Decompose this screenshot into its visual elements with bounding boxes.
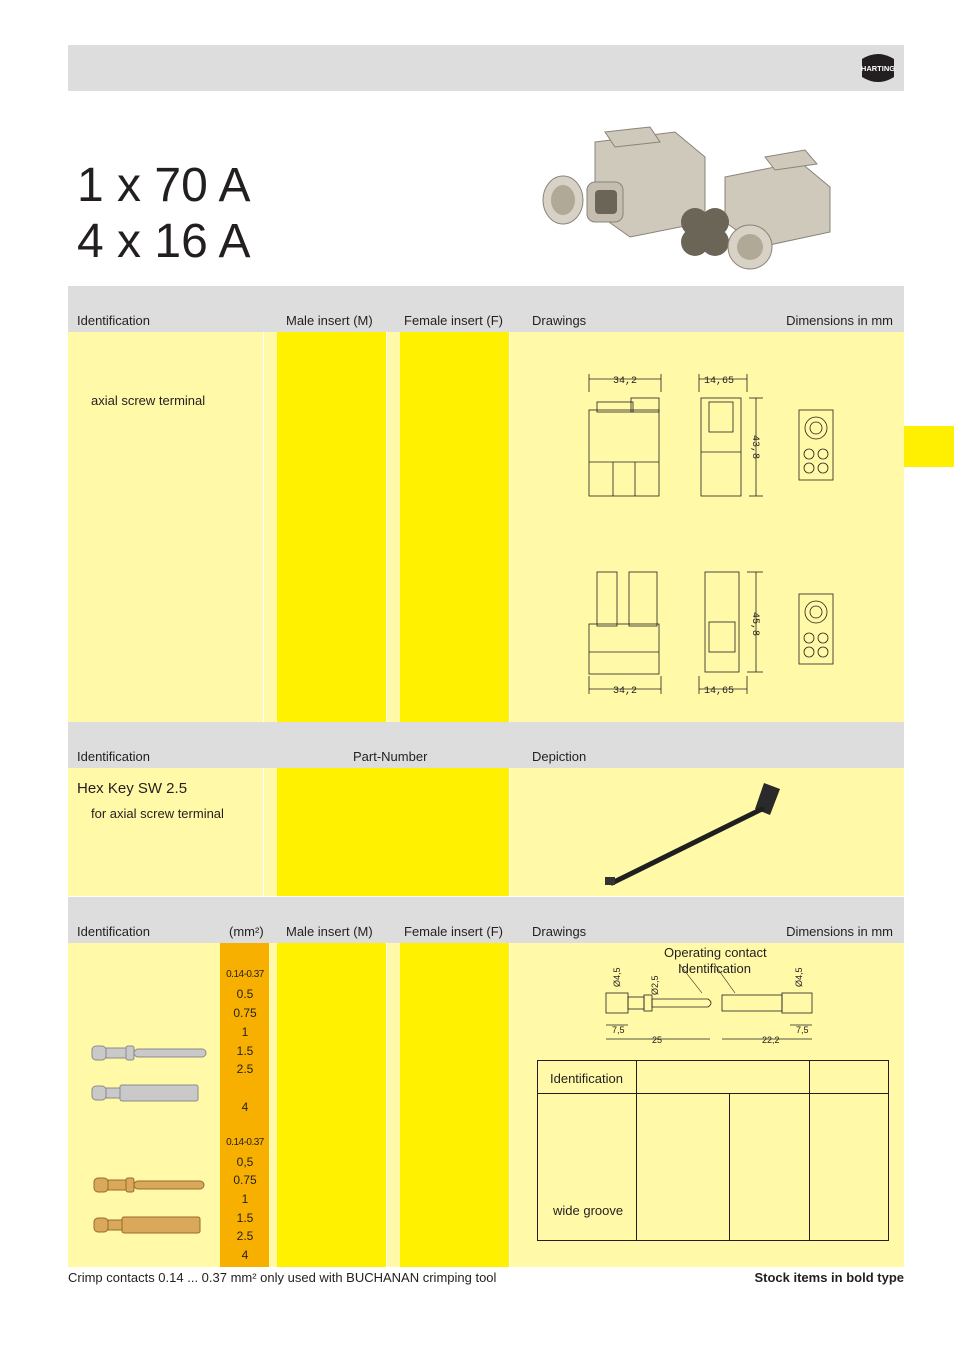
row-label-axial: axial screw terminal (91, 393, 206, 408)
table-divider (636, 1061, 637, 1240)
table-header-identification: Identification (550, 1071, 623, 1086)
contact-drawing (590, 965, 840, 1045)
col-unit-header: (mm²) (229, 924, 264, 939)
footer-note: Crimp contacts 0.14 ... 0.37 mm² only used with BUCHANAN crimping tool (68, 1270, 497, 1285)
cross-section-value: 1 (241, 1025, 249, 1039)
operating-contact-label: Operating contact (664, 945, 767, 960)
svg-text:34,2: 34,2 (612, 686, 638, 697)
col-identification-header: Identification (77, 924, 150, 939)
col-drawings-header: Drawings (532, 313, 587, 328)
col-depiction-header: Depiction (532, 749, 587, 764)
cross-section-value: 1.5 (236, 1044, 254, 1058)
svg-text:Ø4,5: Ø4,5 (794, 967, 804, 987)
harting-logo (858, 49, 898, 87)
footer-stock-note: Stock items in bold type (754, 1270, 904, 1285)
male-cell (277, 943, 386, 1267)
table-divider (729, 1093, 730, 1240)
table-divider (538, 1093, 888, 1094)
cross-section-value: 0.75 (233, 1006, 257, 1020)
svg-text:25: 25 (652, 1035, 663, 1045)
svg-text:7,5: 7,5 (612, 1025, 625, 1035)
cross-section-value: 4 (241, 1248, 249, 1262)
col-dimensions-header: Dimensions in mm (786, 924, 893, 939)
table-row-wide-groove: wide groove (553, 1203, 624, 1218)
cross-section-value: 0.14-0.37 (226, 1137, 264, 1148)
part-number-cell (277, 768, 509, 896)
svg-text:7,5: 7,5 (796, 1025, 809, 1035)
divider (263, 332, 264, 722)
spacer-cell (386, 332, 400, 722)
col-drawings-header: Drawings (532, 924, 587, 939)
col-part-number-header: Part-Number (353, 749, 428, 764)
hex-key-image (600, 775, 790, 890)
divider (509, 943, 510, 1267)
spacer-cell (264, 768, 277, 896)
svg-text:Ø4,5: Ø4,5 (612, 967, 622, 987)
svg-text:HARTING: HARTING (860, 64, 896, 73)
male-cell (277, 332, 386, 722)
title-line-1: 1 x 70 A (77, 159, 251, 212)
svg-text:34,2: 34,2 (612, 376, 638, 387)
cross-section-value: 0.14-0.37 (226, 969, 264, 980)
cross-section-value: 2.5 (236, 1229, 254, 1243)
top-banner (68, 45, 904, 91)
product-photo (535, 112, 885, 272)
hex-key-subtitle: for axial screw terminal (91, 806, 224, 821)
female-cell (400, 332, 509, 722)
spacer-cell (509, 332, 523, 722)
female-cell (400, 943, 509, 1267)
cross-section-value: 2.5 (236, 1062, 254, 1076)
spacer-cell (509, 943, 523, 1267)
technical-drawings (523, 332, 904, 722)
svg-text:22,2: 22,2 (762, 1035, 780, 1045)
title-line-2: 4 x 16 A (77, 215, 251, 268)
svg-text:14,65: 14,65 (703, 686, 735, 697)
section1-header (68, 286, 904, 332)
col-female-header: Female insert (F) (404, 924, 503, 939)
cross-section-value: 1 (241, 1192, 249, 1206)
svg-text:Ø2,5: Ø2,5 (650, 975, 660, 995)
section3-header (68, 897, 904, 943)
cross-section-value: 4 (241, 1100, 249, 1114)
cross-section-value: 1.5 (236, 1211, 254, 1225)
spacer-cell (269, 943, 277, 1267)
col-male-header: Male insert (M) (286, 313, 373, 328)
col-identification-header: Identification (77, 749, 150, 764)
col-dimensions-header: Dimensions in mm (786, 313, 893, 328)
spacer-cell (510, 768, 523, 896)
cross-section-value: 0,5 (236, 1155, 254, 1169)
chapter-tab (904, 426, 954, 467)
identification-cell (68, 332, 263, 722)
divider (386, 943, 387, 1267)
hex-key-title: Hex Key SW 2.5 (77, 780, 188, 797)
crimp-contact-images (88, 1038, 213, 1248)
col-female-header: Female insert (F) (404, 313, 503, 328)
spacer-cell (263, 332, 277, 722)
svg-text:45,8: 45,8 (749, 611, 760, 637)
spacer-cell (386, 943, 400, 1267)
identification-table (537, 1060, 889, 1241)
svg-text:14,65: 14,65 (703, 376, 735, 387)
identification-label: Identification (678, 961, 751, 976)
table-divider (809, 1061, 810, 1240)
col-male-header: Male insert (M) (286, 924, 373, 939)
section2-header (68, 722, 904, 768)
divider (386, 332, 387, 722)
cross-section-value: 0.75 (233, 1173, 257, 1187)
svg-text:43,8: 43,8 (749, 434, 760, 460)
cross-section-value: 0.5 (236, 987, 254, 1001)
col-identification-header: Identification (77, 313, 150, 328)
divider (509, 332, 510, 722)
